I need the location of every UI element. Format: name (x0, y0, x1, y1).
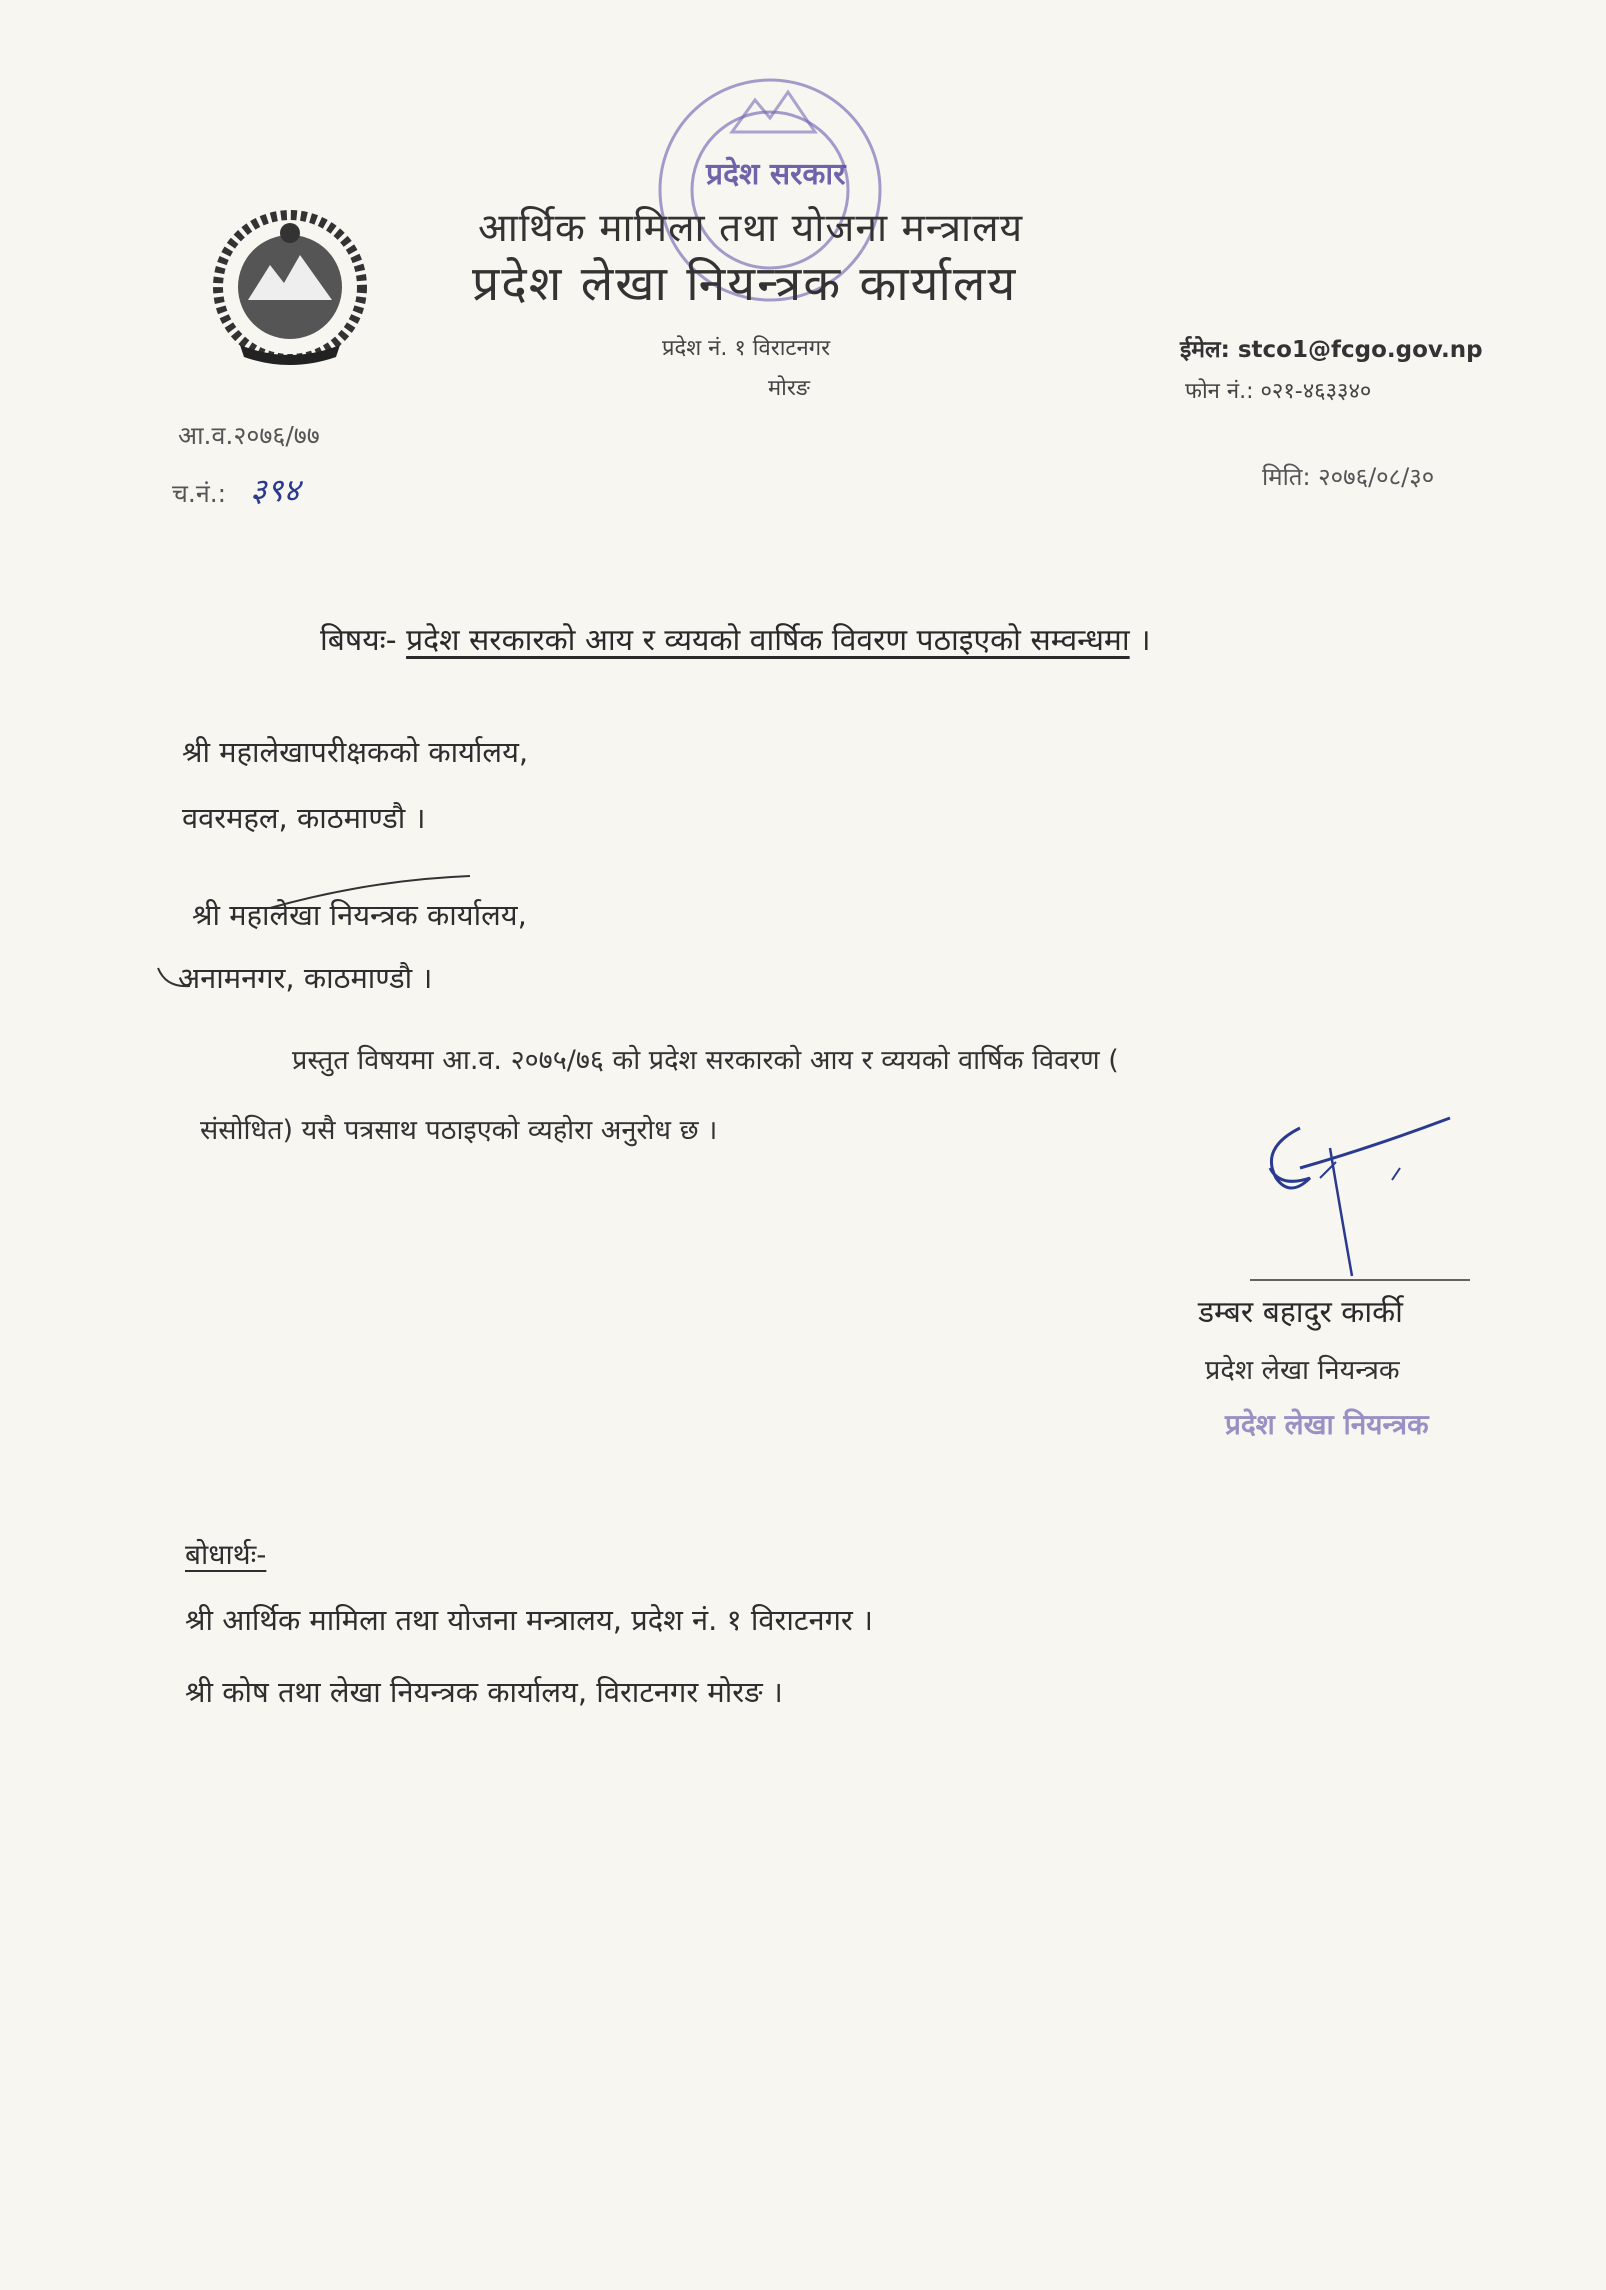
recipient-1-address: ववरमहल, काठमाण्डौ । (182, 801, 426, 835)
ref-number: ३९४ (250, 471, 300, 509)
nepal-emblem-icon (200, 195, 380, 375)
pen-mark-icon (150, 868, 480, 998)
office-name: प्रदेश लेखा नियन्त्रक कार्यालय (472, 256, 1018, 312)
recipient-1-name: श्री महालेखापरीक्षकको कार्यालय, (182, 735, 529, 769)
signatory-name: डम्बर बहादुर कार्की (1198, 1295, 1403, 1330)
subject-label: बिषयः- (320, 623, 397, 658)
office-district: मोरङ (768, 376, 810, 401)
signatory-title: प्रदेश लेखा नियन्त्रक (1205, 1355, 1400, 1386)
cc-label: बोधार्थः- (185, 1538, 267, 1571)
body-line-2: संसोधित) यसै पत्रसाथ पठाइएको व्यहोरा अनुरोध छ । (200, 1115, 718, 1146)
office-address: प्रदेश नं. १ विराटनगर (662, 336, 831, 361)
body-line-1: प्रस्तुत विषयमा आ.व. २०७५/७६ को प्रदेश सरकारको आय र व्ययको वार्षिक विवरण ( (292, 1045, 1119, 1076)
signature-icon (1240, 1108, 1480, 1288)
cc-item: श्री कोष तथा लेखा नियन्त्रक कार्यालय, विराटनगर मोरङ । (185, 1675, 783, 1709)
subject-end: । (1139, 623, 1151, 658)
subject-line (320, 618, 1151, 659)
email-address: ईमेल: stco1@fcgo.gov.np (1180, 337, 1483, 363)
phone-number: फोन नं.: ०२१-४६३३४० (1185, 379, 1372, 404)
ref-label: च.नं.: (172, 479, 227, 508)
ministry-name: आर्थिक मामिला तथा योजना मन्त्रालय (478, 206, 1024, 251)
cc-item: श्री आर्थिक मामिला तथा योजना मन्त्रालय, प्रदेश नं. १ विराटनगर । (185, 1603, 873, 1637)
stamp-text: प्रदेश सरकार (706, 157, 846, 192)
recipient-2-name: श्री महालेखा नियन्त्रक कार्यालय, (192, 898, 527, 932)
signatory-stamp: प्रदेश लेखा नियन्त्रक (1225, 1408, 1429, 1441)
subject-text: प्रदेश सरकारको आय र व्ययको वार्षिक विवरण पठाइएको सम्वन्धमा (406, 623, 1130, 658)
fiscal-year: आ.व.२०७६/७७ (178, 421, 320, 450)
letter-date: मिति: २०७६/०८/३० (1262, 463, 1435, 491)
recipient-2-address: अनामनगर, काठमाण्डौ । (178, 961, 433, 995)
